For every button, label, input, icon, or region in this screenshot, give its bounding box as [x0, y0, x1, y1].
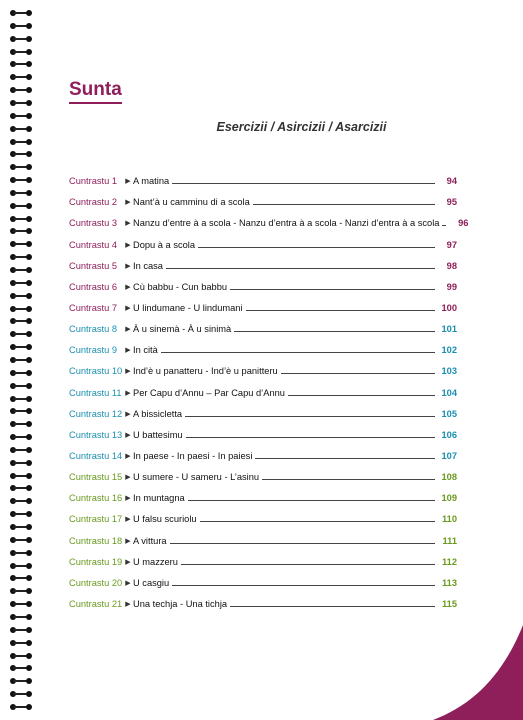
spiral-ring [10, 640, 32, 646]
spiral-ring [10, 473, 32, 479]
toc-row[interactable] [69, 271, 457, 292]
toc-page-number: 98 [446, 260, 457, 271]
toc-label: Cuntrastu 16 [69, 493, 123, 504]
spiral-ring [10, 36, 32, 42]
toc-label: Cuntrastu 17 [69, 514, 123, 525]
spiral-ring [10, 151, 32, 157]
toc-page-number: 96 [458, 218, 469, 229]
toc-row[interactable] [69, 250, 457, 271]
spiral-ring [10, 421, 32, 427]
spiral-binding [0, 10, 40, 710]
toc-row[interactable] [69, 165, 457, 186]
toc-page-number: 95 [446, 197, 457, 208]
toc-label: Cuntrastu 5 [69, 260, 118, 271]
toc-label: Cuntrastu 21 [69, 598, 123, 609]
toc-entry-title: U falsu scuriolu [133, 514, 197, 525]
spiral-ring [10, 537, 32, 543]
spiral-ring [10, 139, 32, 145]
spiral-ring [10, 434, 32, 440]
spiral-ring [10, 383, 32, 389]
spiral-ring [10, 460, 32, 466]
toc-page-number: 112 [442, 556, 457, 567]
spiral-ring [10, 357, 32, 363]
corner-curl-shape [433, 625, 523, 720]
toc-entry-title: Ind’è u panatteru - Ind’è u panitteru [133, 366, 278, 377]
toc-entry-title: À u sinemà - À u sinimà [133, 324, 232, 335]
leader-line [253, 204, 435, 205]
toc-page-number: 100 [441, 302, 457, 313]
leader-line [246, 310, 435, 311]
toc-row[interactable] [69, 440, 457, 461]
toc-entry-title: Per Capu d’Annu – Par Capu d’Annu [133, 387, 285, 398]
toc-row[interactable] [69, 334, 457, 355]
toc-entry-title: In cità [133, 345, 158, 356]
toc-label: Cuntrastu 9 [69, 345, 118, 356]
triangle-right-icon: ▶ [125, 558, 131, 566]
toc-row[interactable] [69, 503, 457, 524]
spiral-ring [10, 74, 32, 80]
toc-row[interactable] [69, 207, 469, 229]
spiral-ring [10, 588, 32, 594]
spiral-ring [10, 318, 32, 324]
leader-line [188, 500, 435, 501]
leader-line [166, 268, 435, 269]
spiral-ring [10, 665, 32, 671]
toc-entry-title: Nanzu d’entre à a scola - Nanzu d’entra à a scola - Nanzi d’entra à a scola [133, 218, 440, 229]
toc-label: Cuntrastu 8 [69, 324, 118, 335]
toc-label: Cuntrastu 13 [69, 429, 123, 440]
toc-row[interactable] [69, 398, 457, 419]
spiral-ring [10, 550, 32, 556]
triangle-right-icon: ▶ [125, 199, 131, 207]
spiral-ring [10, 344, 32, 350]
triangle-right-icon: ▶ [125, 474, 131, 482]
toc-label: Cuntrastu 1 [69, 176, 118, 187]
toc-label: Cuntrastu 7 [69, 302, 118, 313]
toc-page-number: 106 [441, 429, 457, 440]
toc-entry-title: Dopu à a scola [133, 239, 196, 250]
leader-line [288, 395, 435, 396]
spiral-ring [10, 87, 32, 93]
toc-page-number: 109 [441, 493, 457, 504]
spiral-ring [10, 113, 32, 119]
spiral-ring [10, 10, 32, 16]
spiral-ring [10, 678, 32, 684]
triangle-right-icon: ▶ [125, 220, 131, 228]
table-of-contents [69, 165, 469, 609]
toc-entry-title: A matina [133, 176, 170, 187]
triangle-right-icon: ▶ [125, 452, 131, 460]
spiral-ring [10, 396, 32, 402]
page-title: Sunta [69, 79, 122, 104]
toc-entry-title: Una techja - Una tichja [133, 598, 228, 609]
spiral-ring [10, 370, 32, 376]
spiral-ring [10, 23, 32, 29]
spiral-ring [10, 331, 32, 337]
triangle-right-icon: ▶ [125, 347, 131, 355]
spiral-ring [10, 177, 32, 183]
toc-row[interactable] [69, 419, 457, 440]
toc-label: Cuntrastu 20 [69, 577, 123, 588]
leader-line [230, 289, 435, 290]
toc-label: Cuntrastu 19 [69, 556, 123, 567]
toc-row[interactable] [69, 461, 457, 482]
spiral-ring [10, 241, 32, 247]
triangle-right-icon: ▶ [125, 431, 131, 439]
triangle-right-icon: ▶ [125, 537, 131, 545]
toc-label: Cuntrastu 18 [69, 535, 123, 546]
spiral-ring [10, 408, 32, 414]
spiral-ring [10, 601, 32, 607]
spiral-ring [10, 280, 32, 286]
leader-line [181, 564, 435, 565]
toc-row[interactable] [69, 292, 457, 313]
toc-label: Cuntrastu 15 [69, 472, 123, 483]
spiral-ring [10, 485, 32, 491]
toc-row[interactable] [69, 228, 457, 249]
toc-entry-title: U battesimu [133, 429, 183, 440]
toc-page-number: 111 [442, 535, 457, 546]
page-subtitle: Esercizii / Asircizii / Asarcizii [216, 120, 387, 134]
toc-row[interactable] [69, 567, 457, 588]
spiral-ring [10, 254, 32, 260]
triangle-right-icon: ▶ [125, 516, 131, 524]
toc-entry-title: Cù babbu - Cun babbu [133, 281, 228, 292]
triangle-right-icon: ▶ [125, 262, 131, 270]
spiral-ring [10, 61, 32, 67]
toc-label: Cuntrastu 6 [69, 281, 118, 292]
spiral-ring [10, 267, 32, 273]
spiral-ring [10, 575, 32, 581]
toc-page-number: 104 [441, 387, 457, 398]
leader-line [186, 437, 435, 438]
toc-row[interactable] [69, 376, 457, 397]
toc-label: Cuntrastu 2 [69, 197, 118, 208]
leader-line [442, 225, 446, 226]
triangle-right-icon: ▶ [125, 178, 131, 186]
leader-line [234, 331, 435, 332]
toc-entry-title: U casgiu [133, 577, 170, 588]
leader-line [198, 247, 435, 248]
spiral-ring [10, 228, 32, 234]
spiral-ring [10, 511, 32, 517]
toc-page-number: 105 [441, 408, 457, 419]
toc-page-number: 102 [441, 345, 457, 356]
spiral-ring [10, 100, 32, 106]
toc-page-number: 107 [441, 450, 457, 461]
leader-line [281, 373, 435, 374]
toc-page-number: 115 [442, 598, 457, 609]
toc-page-number: 94 [446, 176, 457, 187]
toc-page-number: 97 [446, 239, 457, 250]
triangle-right-icon: ▶ [125, 241, 131, 249]
toc-label: Cuntrastu 10 [69, 366, 123, 377]
page-corner-decoration [433, 625, 523, 720]
triangle-right-icon: ▶ [125, 600, 131, 608]
toc-row[interactable] [69, 588, 457, 609]
toc-page-number: 101 [441, 324, 457, 335]
spiral-ring [10, 293, 32, 299]
toc-page-number: 99 [446, 281, 457, 292]
toc-page-number: 103 [441, 366, 457, 377]
triangle-right-icon: ▶ [125, 410, 131, 418]
toc-row[interactable] [69, 313, 457, 334]
leader-line [161, 352, 435, 353]
spiral-ring [10, 524, 32, 530]
spiral-ring [10, 653, 32, 659]
leader-line [255, 458, 435, 459]
triangle-right-icon: ▶ [125, 304, 131, 312]
toc-entry-title: In muntagna [133, 493, 185, 504]
spiral-ring [10, 49, 32, 55]
leader-line [185, 416, 435, 417]
toc-label: Cuntrastu 11 [69, 387, 122, 398]
triangle-right-icon: ▶ [125, 495, 131, 503]
spiral-ring [10, 563, 32, 569]
triangle-right-icon: ▶ [125, 326, 131, 334]
toc-row[interactable] [69, 355, 457, 376]
spiral-ring [10, 164, 32, 170]
toc-entry-title: A bissicletta [133, 408, 183, 419]
leader-line [230, 606, 435, 607]
leader-line [200, 521, 435, 522]
spiral-ring [10, 306, 32, 312]
spiral-ring [10, 614, 32, 620]
leader-line [172, 585, 435, 586]
spiral-ring [10, 691, 32, 697]
toc-page-number: 110 [442, 514, 457, 525]
leader-line [262, 479, 435, 480]
triangle-right-icon: ▶ [125, 368, 131, 376]
spiral-ring [10, 498, 32, 504]
toc-entry-title: U lindumane - U lindumani [133, 302, 243, 313]
toc-page-number: 113 [442, 577, 457, 588]
triangle-right-icon: ▶ [125, 389, 131, 397]
toc-row[interactable] [69, 546, 457, 567]
triangle-right-icon: ▶ [125, 283, 131, 291]
toc-entry-title: In casa [133, 260, 163, 271]
spiral-ring [10, 216, 32, 222]
toc-row[interactable] [69, 524, 457, 545]
toc-page-number: 108 [441, 472, 457, 483]
triangle-right-icon: ▶ [125, 579, 131, 587]
toc-entry-title: U mazzeru [133, 556, 178, 567]
toc-label: Cuntrastu 3 [69, 218, 118, 229]
toc-row[interactable] [69, 482, 457, 503]
toc-label: Cuntrastu 12 [69, 408, 123, 419]
spiral-ring [10, 627, 32, 633]
spiral-ring [10, 447, 32, 453]
spiral-ring [10, 203, 32, 209]
leader-line [172, 183, 435, 184]
toc-entry-title: In paese - In paesi - In paiesi [133, 450, 253, 461]
toc-row[interactable] [69, 186, 457, 207]
spiral-ring [10, 190, 32, 196]
toc-entry-title: U sumere - U sameru - L’asinu [133, 472, 260, 483]
leader-line [170, 543, 435, 544]
spiral-ring [10, 704, 32, 710]
toc-label: Cuntrastu 4 [69, 239, 118, 250]
toc-entry-title: A vittura [133, 535, 167, 546]
toc-label: Cuntrastu 14 [69, 450, 123, 461]
toc-entry-title: Nant’à u camminu di a scola [133, 197, 250, 208]
